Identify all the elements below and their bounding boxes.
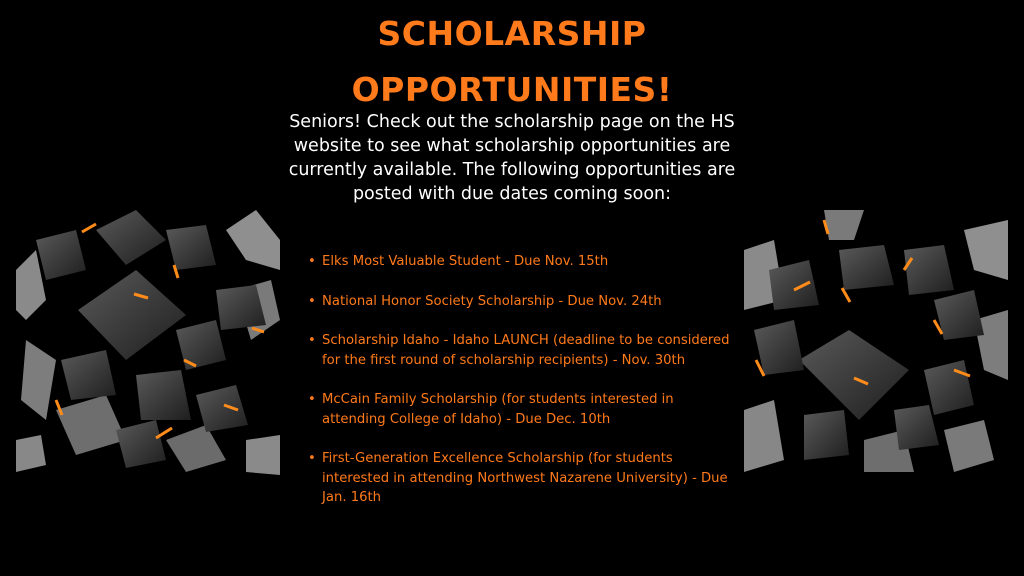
graduation-caps-image-left (16, 210, 280, 475)
graduation-caps-icon (744, 210, 1008, 475)
title-line-1: SCHOLARSHIP (377, 14, 647, 53)
intro-paragraph: Seniors! Check out the scholarship page on the HS website to see what scholarship opportunities are currently available. The following opportunities are posted with due dates coming soon: (288, 112, 736, 204)
graduation-caps-icon (16, 210, 280, 475)
list-item (308, 331, 738, 370)
list-item-text: First-Generation Excellence Scholarship (for students interested in attending Northwest Nazarene University) - Due Jan. 16th (322, 451, 728, 505)
slide-title (312, 6, 712, 118)
list-item-text: McCain Family Scholarship (for students interested in attending College of Idaho) - Due Dec. 10th (322, 392, 674, 427)
bullet-icon: • (308, 392, 316, 407)
list-item-text: Scholarship Idaho - Idaho LAUNCH (deadline to be considered for the first round of scholarship recipients) - Nov. 30th (322, 333, 730, 368)
bullet-icon: • (308, 293, 316, 309)
list-item (308, 292, 738, 312)
title-line-2: OPPORTUNITIES! (351, 70, 673, 109)
bullet-icon: • (308, 333, 316, 348)
list-item-text: Elks Most Valuable Student - Due Nov. 15th (322, 254, 609, 269)
bullet-icon: • (308, 254, 316, 269)
list-item (308, 252, 738, 272)
list-item (308, 449, 738, 508)
scholarship-list (308, 252, 738, 528)
list-item (308, 390, 738, 429)
list-item-text: National Honor Society Scholarship - Due Nov. 24th (322, 293, 662, 309)
graduation-caps-image-right (744, 210, 1008, 475)
bullet-icon: • (308, 451, 316, 466)
